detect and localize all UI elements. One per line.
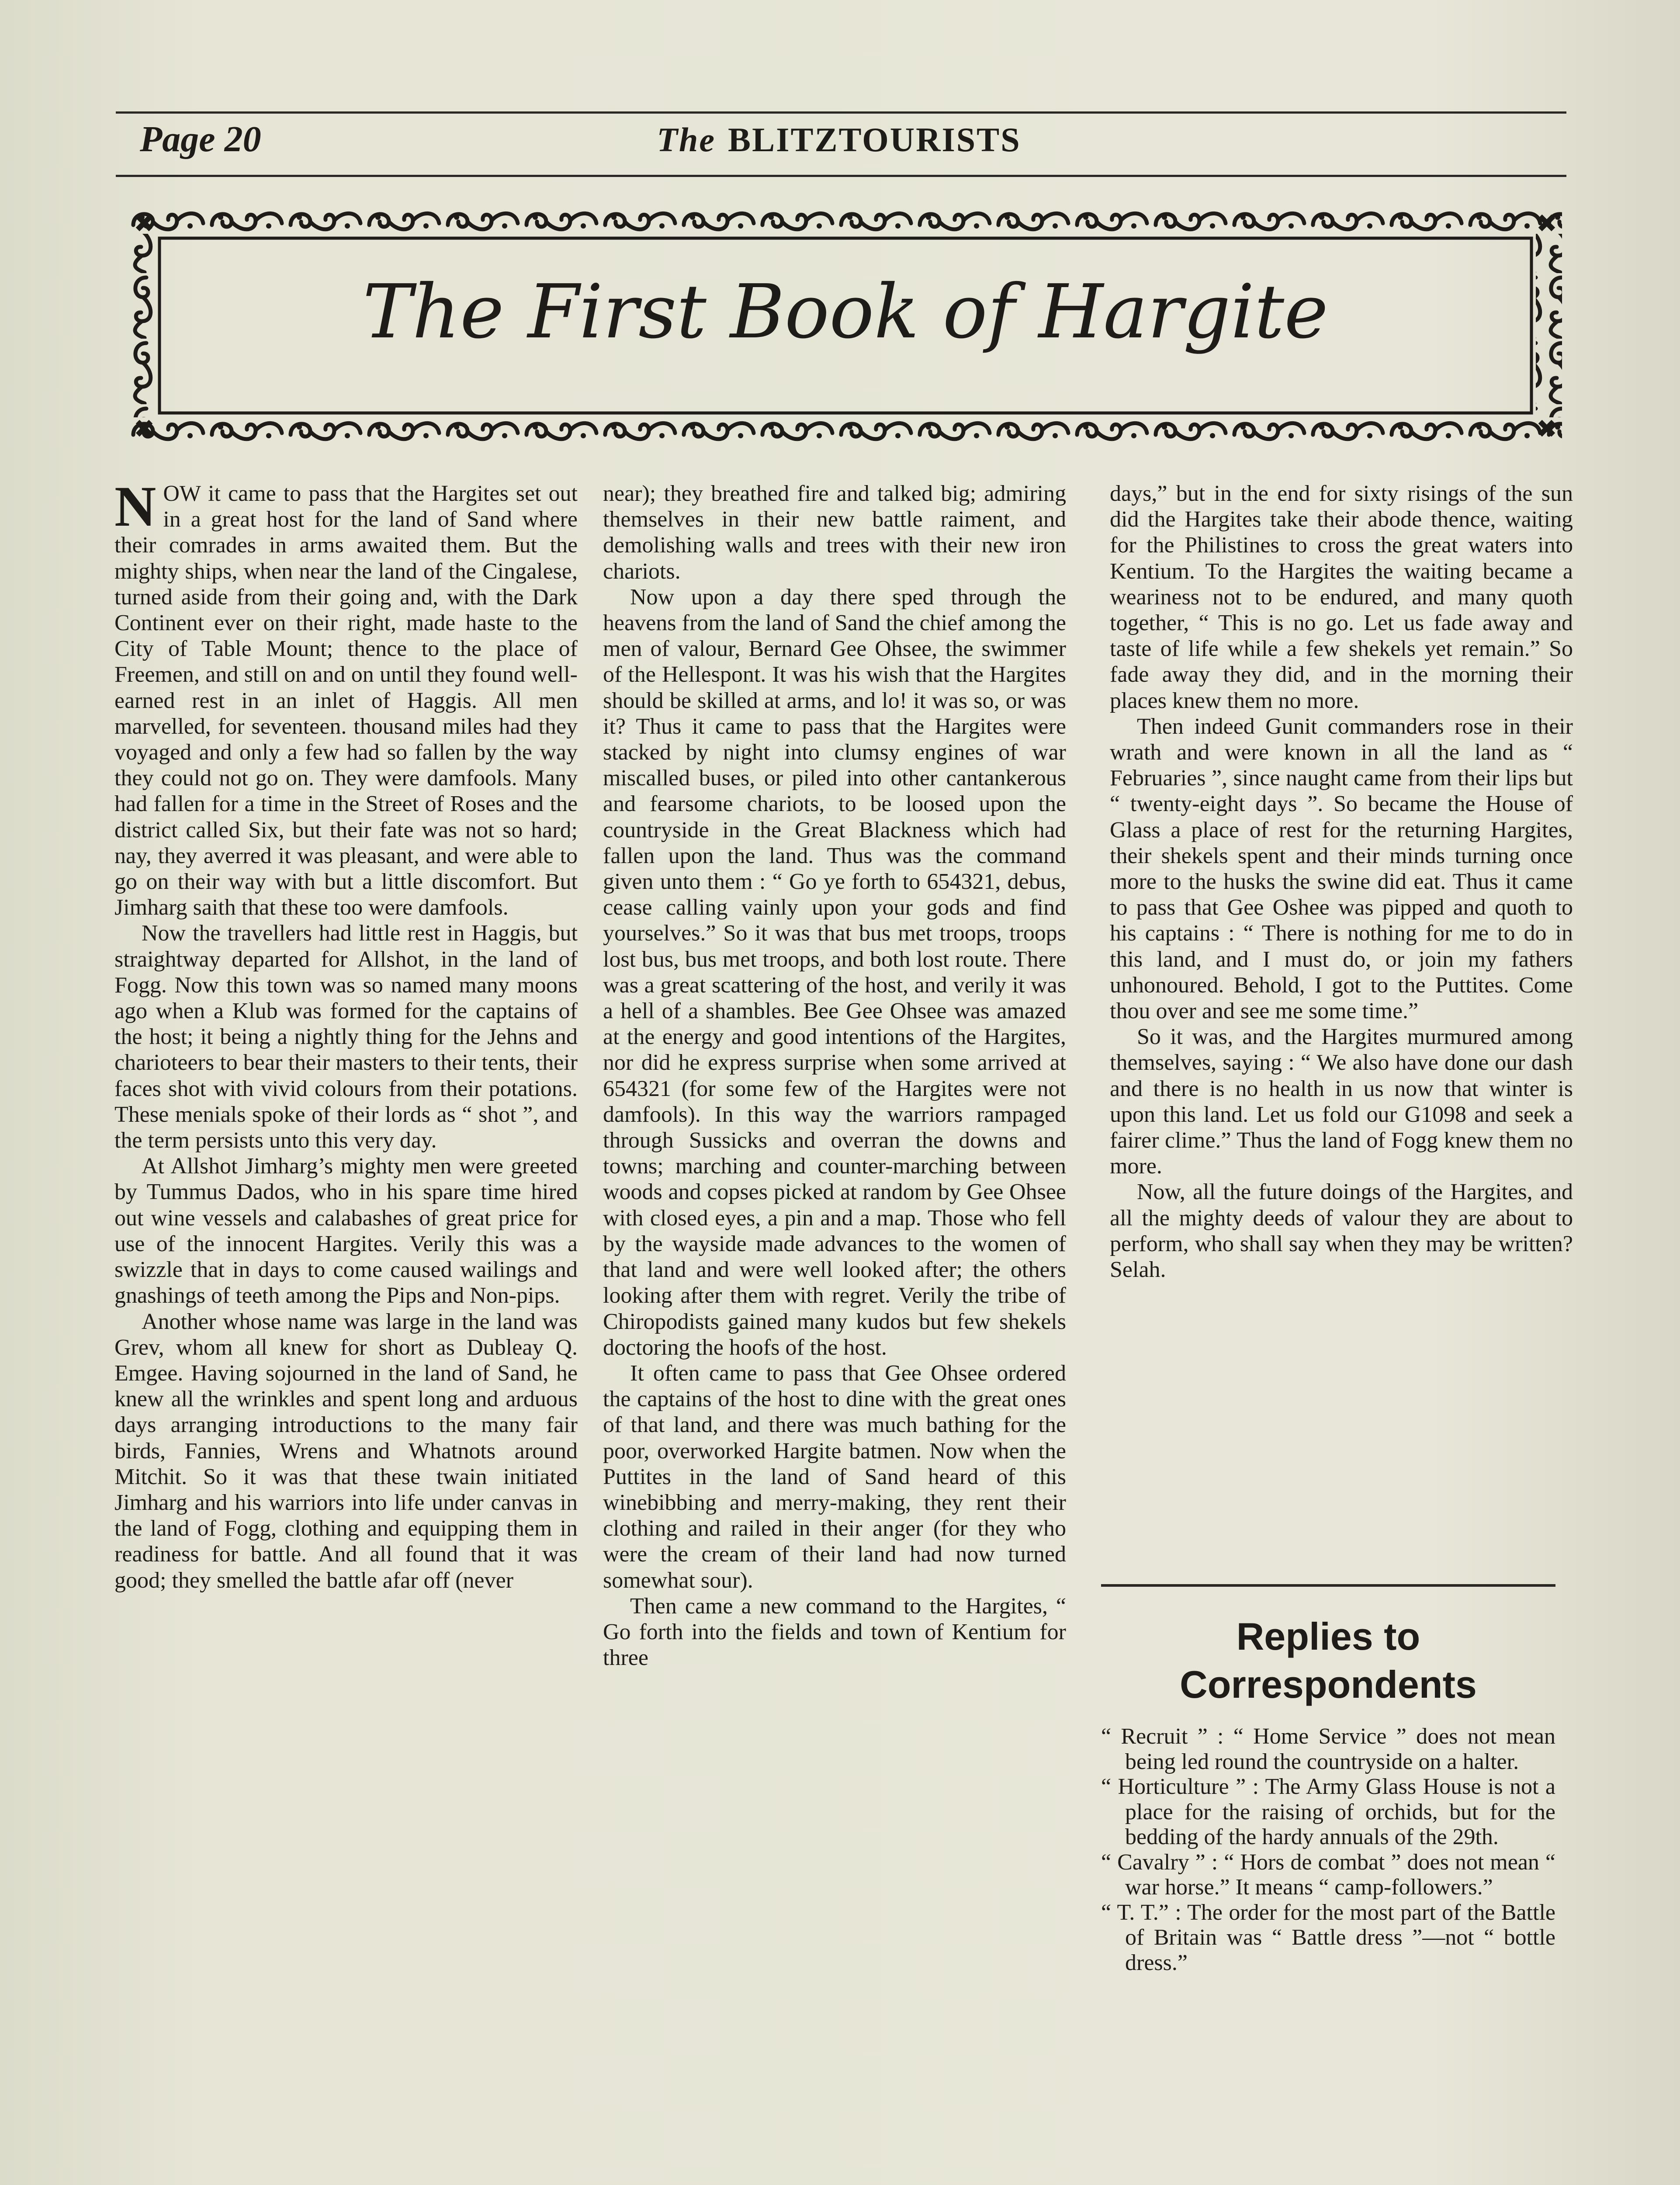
title-ornamental-frame	[129, 208, 1562, 444]
article-title: The First Book of Hargite	[363, 269, 1328, 355]
reply-item: “ T. T.” : The order for the most part of the Battle of Britain was “ Battle dress ”—not “ bottle dress.”	[1101, 1900, 1555, 1975]
reply-item: “ Recruit ” : “ Home Service ” does not mean being led round the countryside on a halter.	[1101, 1724, 1555, 1774]
article-column-3	[1110, 481, 1573, 1283]
paragraph: Now upon a day there sped through the heavens from the land of Sand the chief among the men of valour, Bernard Gee Ohsee, the swimmer of the Hellespont. It was his wish that the Hargites should be skilled at arms, and lo! it was so, or was it? Thus it came to pass that the Hargites were stacked by night into clumsy engines of war miscalled buses, or piled into other cantankerous and fearsome chariots, to be loosed upon the countryside in the Great Blackness which had fallen upon the land. Thus was the command given unto them : “ Go ye forth to 654321, debus, cease calling vainly upon your gods and find yourselves.” So it was that bus met troops, troops lost bus, bus met troops, and both lost route. There was a great scattering of the host, and verily it was a hell of a shambles. Bee Gee Ohsee was amazed at the energy and good intentions of the Hargites, nor did he express surprise when some arrived at 654321 (for some few of the Hargites were not damfools). In this way the warriors rampaged through Sussicks and overran the downs and towns; marching and counter-marching between woods and copses picked at random by Gee Ohsee with closed eyes, a pin and a map. Those who fell by the wayside made advances to the women of that land and were well looked after; the others looking after them with regret. Verily the tribe of Chiropodists gained many kudos but few shekels doctoring the hoofs of the host.	[603, 584, 1066, 1360]
paragraph: It often came to pass that Gee Ohsee ordered the captains of the host to dine with the great ones of that land, and there was much bathing for the poor, overworked Hargite batmen. Now when the Puttites in the land of Sand heard of this winebibbing and merry-making, they rent their clothing and railed in their anger (for they who were the cream of their land had now turned somewhat sour).	[603, 1360, 1066, 1593]
paragraph-continuation: days,” but in the end for sixty risings of the sun did the Hargites take their abode thence, waiting for the Philistines to cross the great waters into Kentium. To the Hargites the waiting became a weariness not to be endured, and many quoth together, “ This is no go. Let us fade away and taste of life while a few shekels yet remain.” So fade away they did, and in the morning their places knew them no more.	[1110, 481, 1573, 713]
drop-cap: N	[114, 474, 156, 538]
reply-item: “ Cavalry ” : “ Hors de combat ” does not mean “ war horse.” It means “ camp-followers.”	[1101, 1849, 1555, 1900]
article-column-2	[603, 481, 1066, 1671]
paragraph: Now, all the future doings of the Hargites, and all the mighty deeds of valour they are about to perform, who shall say when they may be written? Selah.	[1110, 1179, 1573, 1283]
replies-divider-rule	[1101, 1584, 1555, 1587]
article-column-1	[114, 474, 578, 1593]
paragraph: Another whose name was large in the land was Grev, whom all knew for short as Dubleay Q. Emgee. Having sojourned in the land of Sand, he knew all the wrinkles and spent long and arduous days arranging introductions to the many fair birds, Fannies, Wrens and Whatnots around Mitchit. So it was that these twain initiated Jimharg and his warriors into life under canvas in the land of Fogg, clothing and equipping them in readiness for battle. And all found that it was good; they smelled the battle afar off (never	[114, 1309, 578, 1593]
reply-item: “ Horticulture ” : The Army Glass House is not a place for the raising of orchids, but for the bedding of the hardy annuals of the 29th.	[1101, 1774, 1555, 1849]
paragraph: At Allshot Jimharg’s mighty men were greeted by Tummus Dados, who in his spare time hired out wine vessels and calabashes of great price for use of the innocent Hargites. Verily this was a swizzle that in days to come caused wailings and gnashings of teeth among the Pips and Non-pips.	[114, 1154, 578, 1308]
header-top-rule	[116, 111, 1566, 114]
paragraph-continuation: near); they breathed fire and talked big; admiring themselves in their new battle raiment, and demolishing walls and trees with their new iron chariots.	[603, 481, 1066, 584]
running-head	[577, 120, 1101, 160]
replies-heading-line-1: Replies to	[1236, 1615, 1420, 1658]
paragraph: Now the travellers had little rest in Haggis, but straightway departed for Allshot, in the land of Fogg. Now this town was so named many moons ago when a Klub was formed for the captains of the host; it being a nightly thing for the Jehns and charioteers to bear their masters to their tents, their faces shot with vivid colours from their potations. These menials spoke of their lords as “ shot ”, and the term persists unto this very day.	[114, 921, 578, 1153]
replies-list	[1101, 1724, 1555, 1975]
header-bottom-rule	[116, 175, 1566, 177]
replies-heading-line-2: Correspondents	[1180, 1663, 1477, 1706]
article-opening-paragraph	[114, 474, 578, 920]
publication-article: The	[657, 121, 716, 159]
paragraph: Then came a new command to the Hargites, “ Go forth into the fields and town of Kentium for three	[603, 1593, 1066, 1671]
publication-name: BLITZTOURISTS	[728, 121, 1021, 159]
opening-paragraph-text: OW it came to pass that the Hargites set out in a great host for the land of Sand where their comrades in arms awaited them. But the mighty ships, when near the land of the Cingalese, turned aside from their going and, with the Dark Continent ever on their right, made haste to the City of Table Mount; thence to the place of Freemen, and still on and on until they found well-earned rest in an inlet of Haggis. All men marvelled, for seventeen. thousand miles had they voyaged and only a few had so fallen by the way they could not go on. They were damfools. Many had fallen for a time in the Street of Roses and the district called Six, but their fate was not so hard; nay, they averred it was pleasant, and were able to go on their way with but a little discomfort. But Jimharg saith that these too were damfools.	[114, 481, 578, 920]
replies-heading	[1101, 1613, 1555, 1709]
paragraph: So it was, and the Hargites murmured among themselves, saying : “ We also have done our dash and there is no health in us now that winter is upon this land. Let us fold our G1098 and seek a fairer clime.” Thus the land of Fogg knew them no more.	[1110, 1024, 1573, 1179]
page-number: Page 20	[140, 119, 261, 160]
paragraph: Then indeed Gunit commanders rose in their wrath and were known in all the land as “ Februaries ”, since naught came from their lips but “ twenty-eight days ”. So became the House of Glass a place of rest for the returning Hargites, their shekels spent and their minds turning once more to the husks the swine did eat. Thus it came to pass that Gee Oshee was pipped and quoth to his captains : “ There is nothing for me to do in this land, and I must do, or join my fathers unhonoured. Behold, I got to the Puttites. Come thou over and see me some time.”	[1110, 714, 1573, 1024]
